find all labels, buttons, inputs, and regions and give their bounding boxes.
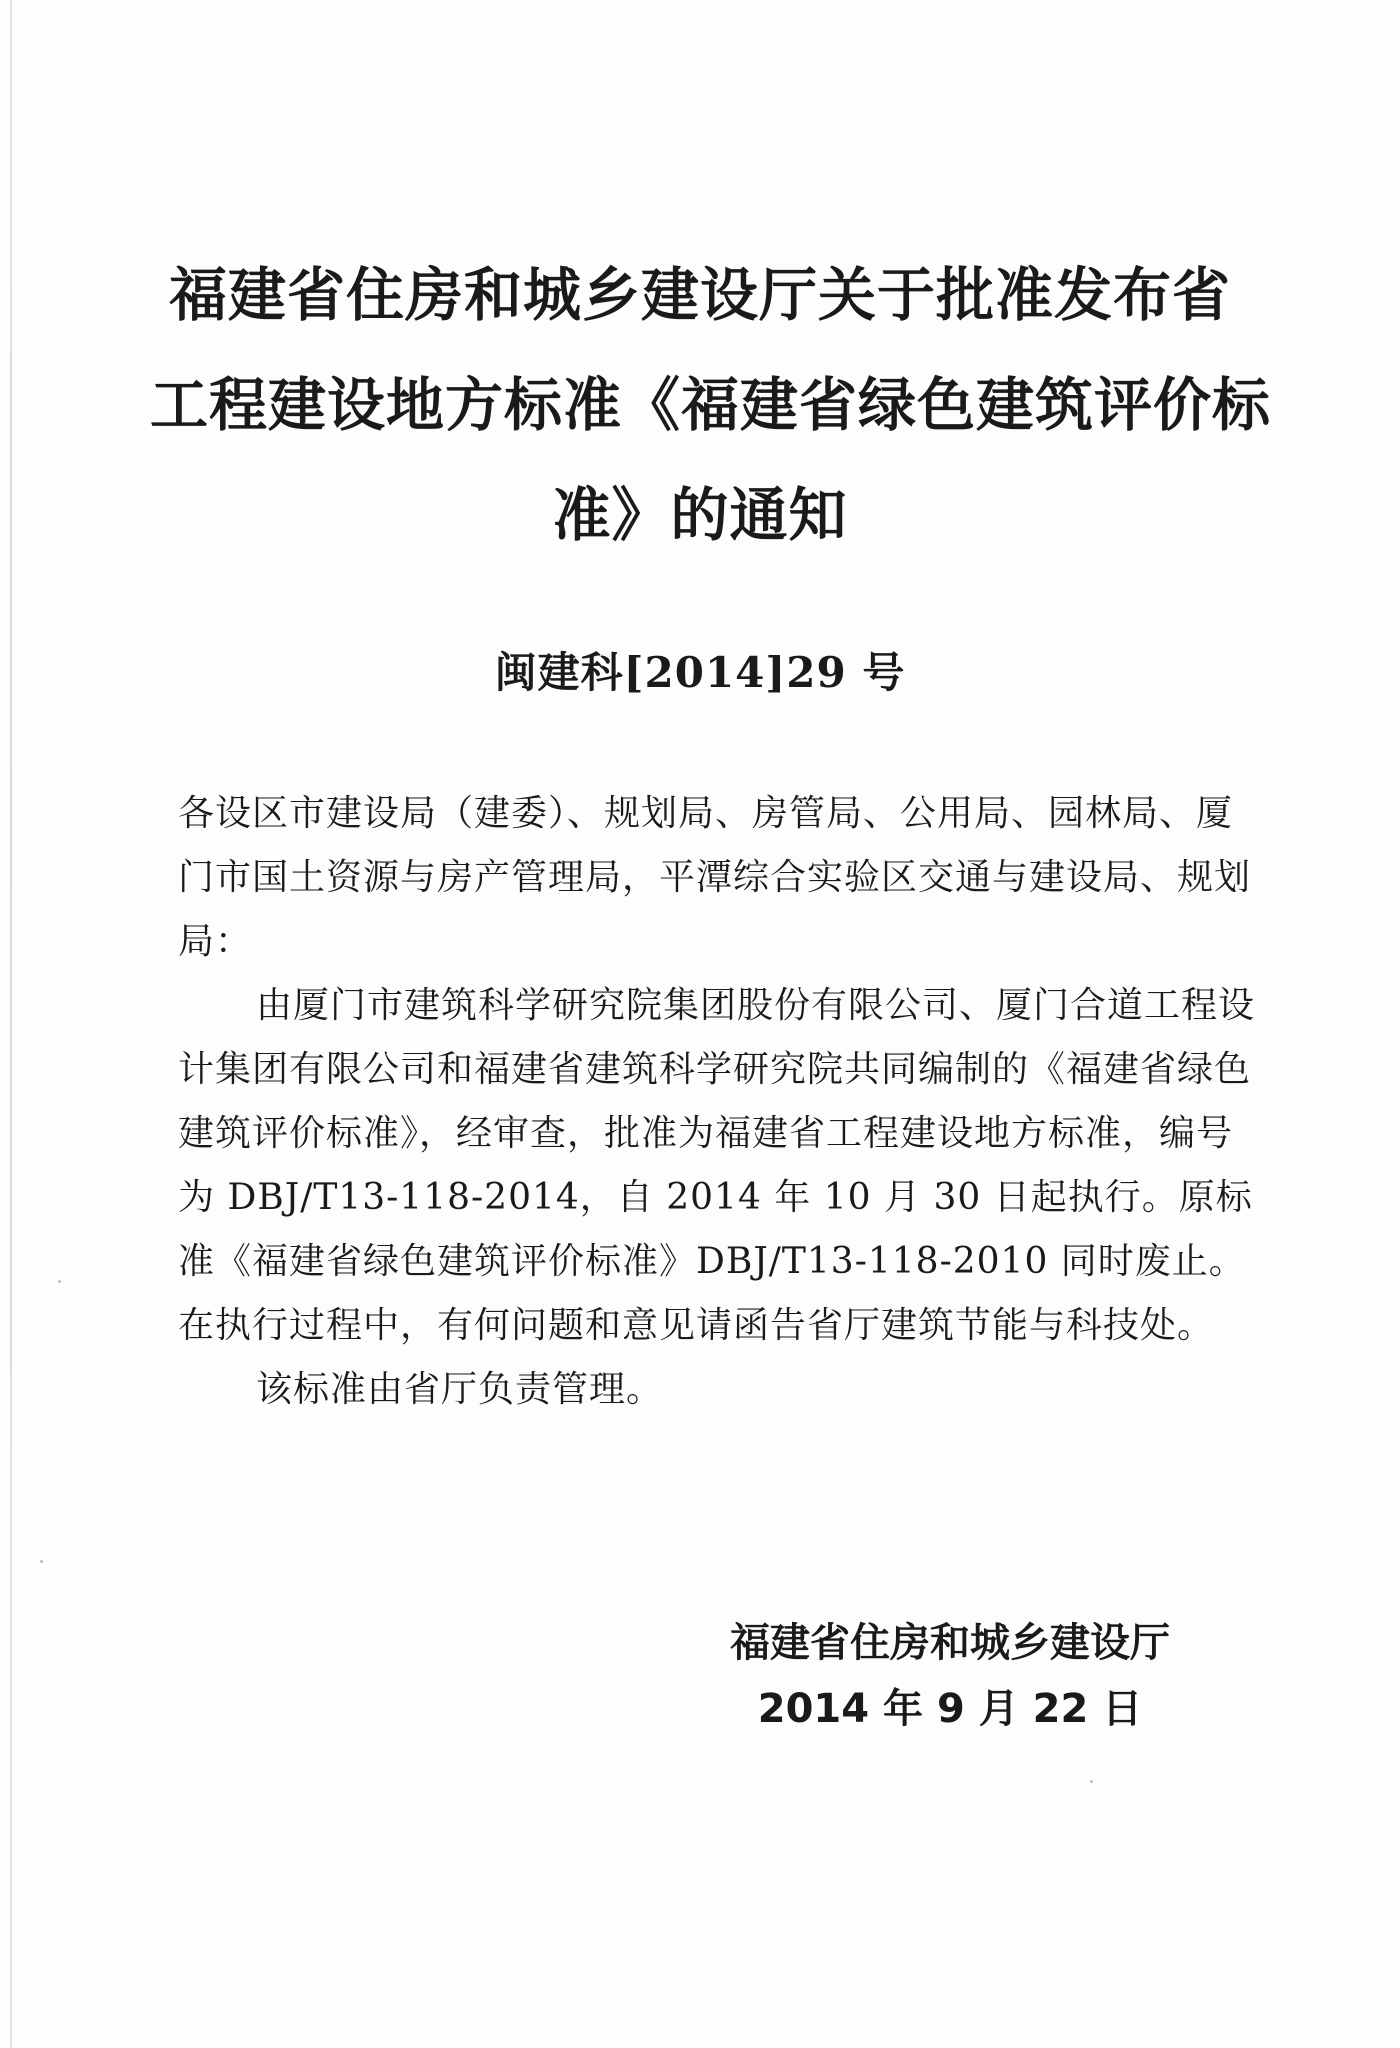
- scan-speck: [40, 1560, 43, 1563]
- title-line-1: 福建省住房和城乡建设厅关于批准发布省: [168, 261, 1231, 329]
- issue-date: 2014 年 9 月 22 日: [757, 1686, 1143, 1732]
- document-number: 闽建科[2014]29 号: [494, 648, 906, 697]
- scan-speck: [1090, 1780, 1093, 1783]
- body-paragraph-main: 由厦门市建筑科学研究院集团股份有限公司、厦门合道工程设计集团有限公司和福建省建筑科学研究院共同编制的《福建省绿色建筑评价标准》，经审查，批准为福建省工程建设地方标准，编号为 DBJ/T13-118-2014，自 2014 年 10 月 30 日起执行。原标准《福建省绿色建筑评价标准》DBJ/T13-118-2010 同时废止。在执行过程中，有何问题和意见请函告省厅建筑节能与科技处。: [178, 985, 1256, 1346]
- notice-body: [178, 782, 1258, 1422]
- addressees: 各设区市建设局（建委）、规划局、房管局、公用局、园林局、厦门市国土资源与房产管理局，平潭综合实验区交通与建设局、规划局：: [178, 793, 1252, 962]
- issuer-name: 福建省住房和城乡建设厅: [730, 1620, 1170, 1666]
- title-line-3: 准》的通知: [552, 481, 848, 549]
- signature-block: [690, 1610, 1210, 1742]
- title-line-2: 工程建设地方标准《福建省绿色建筑评价标: [150, 371, 1272, 439]
- scan-edge-shadow: [10, 0, 12, 2048]
- body-paragraph-management: 该标准由省厅负责管理。: [256, 1369, 664, 1410]
- notice-title: [150, 240, 1272, 570]
- scan-speck: [58, 1280, 61, 1283]
